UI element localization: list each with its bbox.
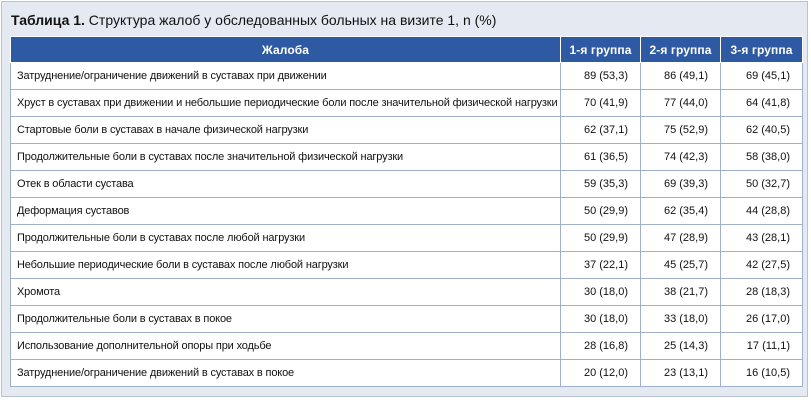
group-2-cell: 75 (52,9) [641, 117, 721, 144]
group-1-cell: 89 (53,3) [561, 63, 641, 90]
group-2-cell: 74 (42,3) [641, 144, 721, 171]
group-2-cell: 25 (14,3) [641, 333, 721, 360]
table-row [11, 306, 803, 333]
group-3-cell: 50 (32,7) [721, 171, 803, 198]
caption-label: Таблица 1. [11, 12, 85, 28]
table-caption [11, 12, 496, 28]
complaint-cell: Хромота [11, 279, 561, 306]
table-row [11, 279, 803, 306]
table-row [11, 144, 803, 171]
table-row [11, 360, 803, 387]
group-2-cell: 77 (44,0) [641, 90, 721, 117]
group-1-cell: 50 (29,9) [561, 198, 641, 225]
header-group-2: 2-я группа [641, 37, 721, 63]
table-row [11, 171, 803, 198]
group-3-cell: 28 (18,3) [721, 279, 803, 306]
complaint-cell: Затруднение/ограничение движений в суставах в покое [11, 360, 561, 387]
group-3-cell: 69 (45,1) [721, 63, 803, 90]
group-3-cell: 42 (27,5) [721, 252, 803, 279]
table-row [11, 117, 803, 144]
group-3-cell: 16 (10,5) [721, 360, 803, 387]
complaint-cell: Продолжительные боли в суставах после значительной физической нагрузки [11, 144, 561, 171]
complaint-cell: Хруст в суставах при движении и небольшие периодические боли после значительной физической нагрузки [11, 90, 561, 117]
table-header-row [11, 37, 803, 63]
complaint-cell: Затруднение/ограничение движений в суставах при движении [11, 63, 561, 90]
table-row [11, 225, 803, 252]
group-2-cell: 47 (28,9) [641, 225, 721, 252]
complaint-cell: Деформация суставов [11, 198, 561, 225]
caption-text: Структура жалоб у обследованных больных на визите 1, n (%) [84, 12, 497, 28]
group-1-cell: 62 (37,1) [561, 117, 641, 144]
group-2-cell: 38 (21,7) [641, 279, 721, 306]
group-1-cell: 70 (41,9) [561, 90, 641, 117]
header-complaint: Жалоба [11, 37, 561, 63]
group-1-cell: 30 (18,0) [561, 306, 641, 333]
header-group-1: 1-я группа [561, 37, 641, 63]
complaint-cell: Использование дополнительной опоры при ходьбе [11, 333, 561, 360]
group-2-cell: 23 (13,1) [641, 360, 721, 387]
group-1-cell: 59 (35,3) [561, 171, 641, 198]
group-2-cell: 69 (39,3) [641, 171, 721, 198]
complaint-cell: Продолжительные боли в суставах после любой нагрузки [11, 225, 561, 252]
group-3-cell: 43 (28,1) [721, 225, 803, 252]
group-2-cell: 45 (25,7) [641, 252, 721, 279]
table-row [11, 333, 803, 360]
group-3-cell: 17 (11,1) [721, 333, 803, 360]
group-1-cell: 50 (29,9) [561, 225, 641, 252]
table-row [11, 252, 803, 279]
table-row [11, 90, 803, 117]
group-1-cell: 30 (18,0) [561, 279, 641, 306]
group-3-cell: 44 (28,8) [721, 198, 803, 225]
group-1-cell: 37 (22,1) [561, 252, 641, 279]
complaints-table [10, 36, 803, 387]
group-2-cell: 33 (18,0) [641, 306, 721, 333]
group-3-cell: 58 (38,0) [721, 144, 803, 171]
table-row [11, 198, 803, 225]
group-2-cell: 86 (49,1) [641, 63, 721, 90]
group-1-cell: 20 (12,0) [561, 360, 641, 387]
group-1-cell: 28 (16,8) [561, 333, 641, 360]
table-row [11, 63, 803, 90]
complaint-cell: Отек в области сустава [11, 171, 561, 198]
complaint-cell: Небольшие периодические боли в суставах после любой нагрузки [11, 252, 561, 279]
group-3-cell: 26 (17,0) [721, 306, 803, 333]
complaint-cell: Стартовые боли в суставах в начале физической нагрузки [11, 117, 561, 144]
header-group-3: 3-я группа [721, 37, 803, 63]
group-1-cell: 61 (36,5) [561, 144, 641, 171]
group-2-cell: 62 (35,4) [641, 198, 721, 225]
group-3-cell: 62 (40,5) [721, 117, 803, 144]
group-3-cell: 64 (41,8) [721, 90, 803, 117]
complaint-cell: Продолжительные боли в суставах в покое [11, 306, 561, 333]
